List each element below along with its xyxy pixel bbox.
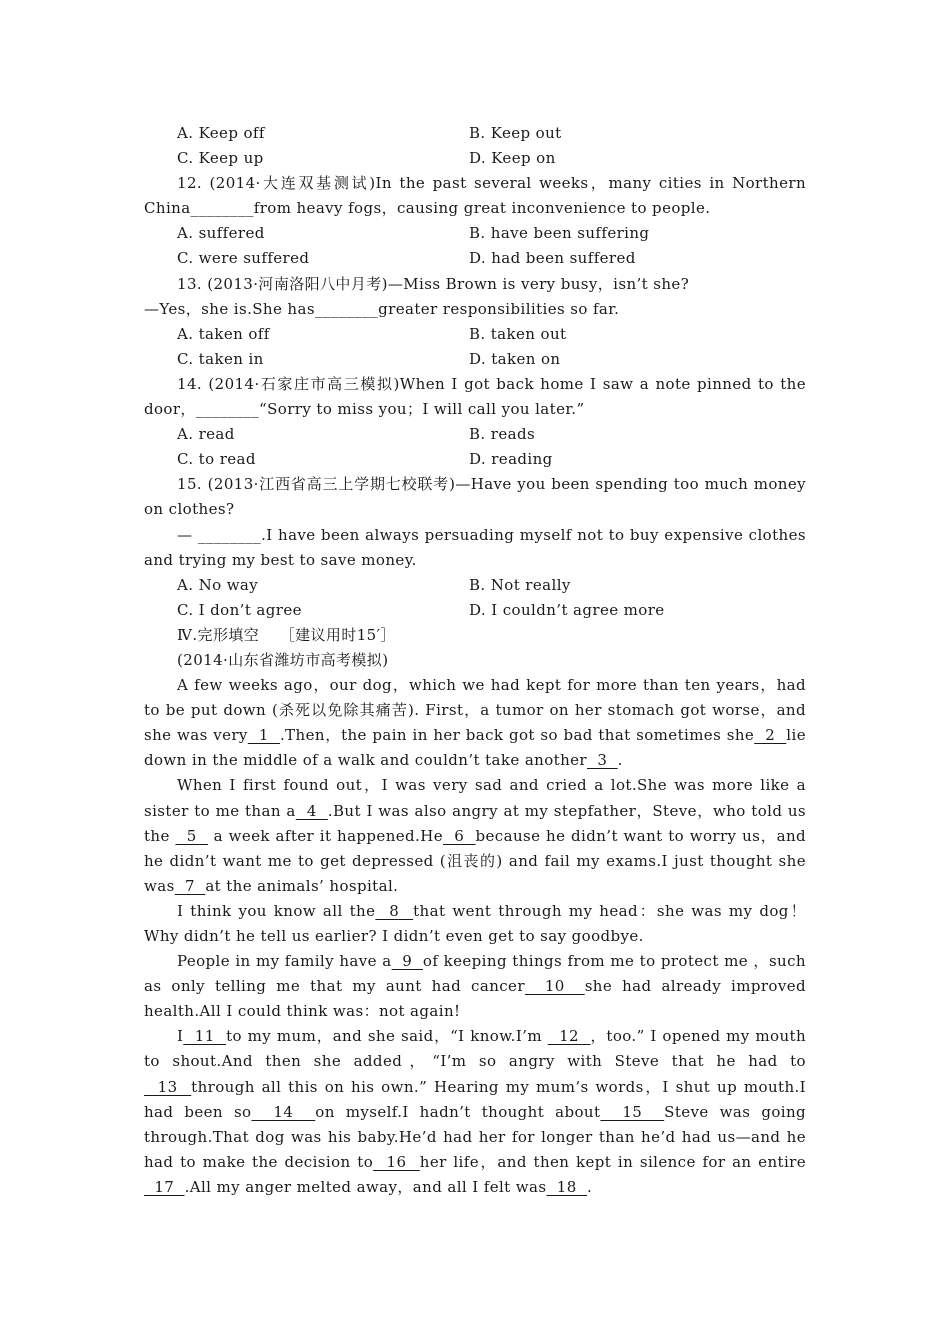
- q12-stem: [144, 171, 806, 221]
- q12-option-b: B. have been suffering: [469, 224, 650, 243]
- q11-options-row-1: [144, 121, 806, 146]
- q12-option-d: D. had been suffered: [469, 249, 636, 268]
- section-source: (2014·山东省潍坊市高考模拟): [177, 650, 389, 669]
- passage-paragraph-2: [144, 773, 806, 898]
- q13-option-a: A. taken off: [177, 324, 270, 343]
- blank-6: 6: [442, 826, 476, 845]
- passage-text: Steve was going through.That dog was his baby.He’d had her for longer than he’d had us—and he had to make the decision to: [144, 1102, 807, 1171]
- q11-options-row-2: [144, 146, 806, 171]
- q15-options-row-1: [144, 573, 806, 598]
- q13-options-row-2: [144, 347, 806, 372]
- q13-stem: 13. (2013·河南洛阳八中月考)—Miss Brown is very busy，isn’t she?: [177, 274, 690, 293]
- blank-16: 16: [373, 1152, 420, 1171]
- exam-page: [144, 121, 806, 1200]
- blank-13: 13: [144, 1077, 192, 1096]
- blank-18: 18: [546, 1177, 588, 1196]
- passage-text: I think you know all the: [177, 901, 376, 920]
- q12-stem-text-2: from heavy fogs，causing great inconvenience to people.: [253, 199, 711, 218]
- passage-paragraph-5: [144, 1024, 806, 1200]
- blank-3: 3: [587, 751, 618, 770]
- blank-14: 14: [251, 1102, 316, 1121]
- blank-2: 2: [754, 726, 787, 745]
- q15-blank: ________: [197, 525, 262, 544]
- blank-5: 5: [175, 826, 208, 845]
- passage-text: People in my family have a: [177, 952, 392, 971]
- passage-text: that went through my head：she was my dog！Why didn’t he tell us earlier? I didn’t even get to say goodbye.: [144, 901, 806, 945]
- passage-text: to my mum，and she said，“I know.I’m: [226, 1027, 548, 1046]
- blank-17: 17: [144, 1177, 185, 1196]
- passage-paragraph-4: [144, 949, 806, 1024]
- q14-option-c: C. to read: [177, 450, 256, 469]
- q14-blank: ________: [195, 400, 260, 419]
- q11-option-b: B. Keep out: [469, 124, 562, 142]
- q12-options-row-1: [144, 221, 806, 246]
- passage-text: ，too.” I opened my mouth to shout.And then she added，“I’m so angry with Steve that he had to: [144, 1027, 806, 1071]
- q11-option-a: A. Keep off: [177, 124, 265, 142]
- blank-8: 8: [375, 901, 414, 920]
- passage-text: .: [587, 1177, 593, 1196]
- blank-10: 10: [524, 977, 585, 996]
- passage-text: because he didn’t want to worry us，and he didn’t want me to get depressed (沮丧的) and fail my exams.I just thought she was: [144, 826, 807, 895]
- blank-12: 12: [547, 1027, 591, 1046]
- q13-reply-text-2: greater responsibilities so far.: [378, 299, 620, 318]
- q14-option-a: A. read: [177, 425, 235, 444]
- q13-option-b: B. taken out: [469, 324, 567, 343]
- passage-text: .: [617, 751, 623, 770]
- section-title: Ⅳ.完形填空 ［建议用时15′］: [177, 625, 396, 644]
- passage-text: a week after it happened.He: [207, 826, 443, 845]
- passage-text: When I first found out，I was very sad and cried a lot.She was more like a sister to me than a: [144, 776, 806, 820]
- q12-stem-text: 12. (2014·大连双基测试)In the past several weeks，many cities in Northern China: [144, 174, 806, 218]
- passage-text: .But I was also angry at my stepfather，Steve，who told us the: [144, 801, 807, 845]
- q15-option-b: B. Not really: [469, 575, 571, 594]
- passage-text: at the animals’ hospital.: [205, 876, 399, 895]
- q14-stem-text: 14. (2014·石家庄市高三模拟)When I got back home I saw a note pinned to the door，: [144, 374, 806, 419]
- passage-text: she had already improved health.All I could think was：not again!: [144, 977, 807, 1021]
- passage-paragraph-3: [144, 899, 806, 949]
- q15-option-d: D. I couldn’t agree more: [469, 600, 665, 619]
- passage-paragraph-1: [144, 673, 806, 773]
- q12-option-c: C. were suffered: [177, 249, 310, 268]
- q11-option-d: D. Keep on: [469, 149, 556, 168]
- q12-blank: ________: [190, 199, 254, 218]
- q13-options-row-1: [144, 322, 806, 347]
- blank-1: 1: [247, 726, 280, 745]
- q11-option-c: C. Keep up: [177, 149, 264, 168]
- passage-text: her life，and then kept in silence for an entire: [419, 1152, 806, 1171]
- q15-stem: 15. (2013·江西省高三上学期七校联考)—Have you been spending too much money on clothes?: [144, 475, 806, 519]
- q14-option-b: B. reads: [469, 425, 536, 444]
- passage-text: through all this on his own.” Hearing my mum’s words，I shut up mouth.I had been so: [144, 1077, 806, 1121]
- blank-9: 9: [391, 952, 423, 971]
- blank-4: 4: [295, 801, 328, 820]
- passage-text: .Then，the pain in her back got so bad that sometimes she: [279, 726, 755, 745]
- q15-reply: [144, 523, 806, 573]
- q13-blank: ________: [314, 299, 379, 318]
- q12-option-a: A. suffered: [177, 224, 265, 243]
- q15-option-c: C. I don’t agree: [177, 600, 302, 619]
- passage-text: I: [177, 1027, 184, 1046]
- q14-options-row-2: [144, 447, 806, 472]
- passage-text: .All my anger melted away，and all I felt was: [184, 1177, 547, 1196]
- blank-7: 7: [174, 876, 206, 895]
- passage-text: on myself.I hadn’t thought about: [315, 1102, 601, 1121]
- q14-options-row-1: [144, 422, 806, 447]
- q15-reply-dash: —: [177, 525, 198, 544]
- q12-options-row-2: [144, 246, 806, 271]
- passage-text: of keeping things from me to protect me ，such as only telling me that my aunt had cancer: [144, 952, 806, 996]
- blank-15: 15: [600, 1102, 665, 1121]
- q15-options-row-2: [144, 598, 806, 623]
- q13-option-c: C. taken in: [177, 349, 264, 368]
- passage-text: lie down in the middle of a walk and couldn’t take another: [144, 726, 806, 770]
- q13-reply-text: —Yes，she is.She has: [144, 299, 315, 318]
- q15-reply-text: .I have been always persuading myself not to buy expensive clothes and trying my best to save money.: [144, 525, 806, 569]
- q14-stem-text-2: “Sorry to miss you；I will call you later.”: [259, 400, 585, 419]
- q14-option-d: D. reading: [469, 450, 553, 469]
- passage-text: A few weeks ago，our dog，which we had kept for more than ten years，had to be put down (杀死以免除其痛苦). First，a tumor on her stomach got worse，and she was very: [144, 676, 806, 745]
- q13-reply: [144, 297, 806, 322]
- q14-stem: [144, 372, 806, 422]
- q15-option-a: A. No way: [177, 575, 259, 594]
- q13-option-d: D. taken on: [469, 349, 561, 368]
- blank-11: 11: [183, 1027, 227, 1046]
